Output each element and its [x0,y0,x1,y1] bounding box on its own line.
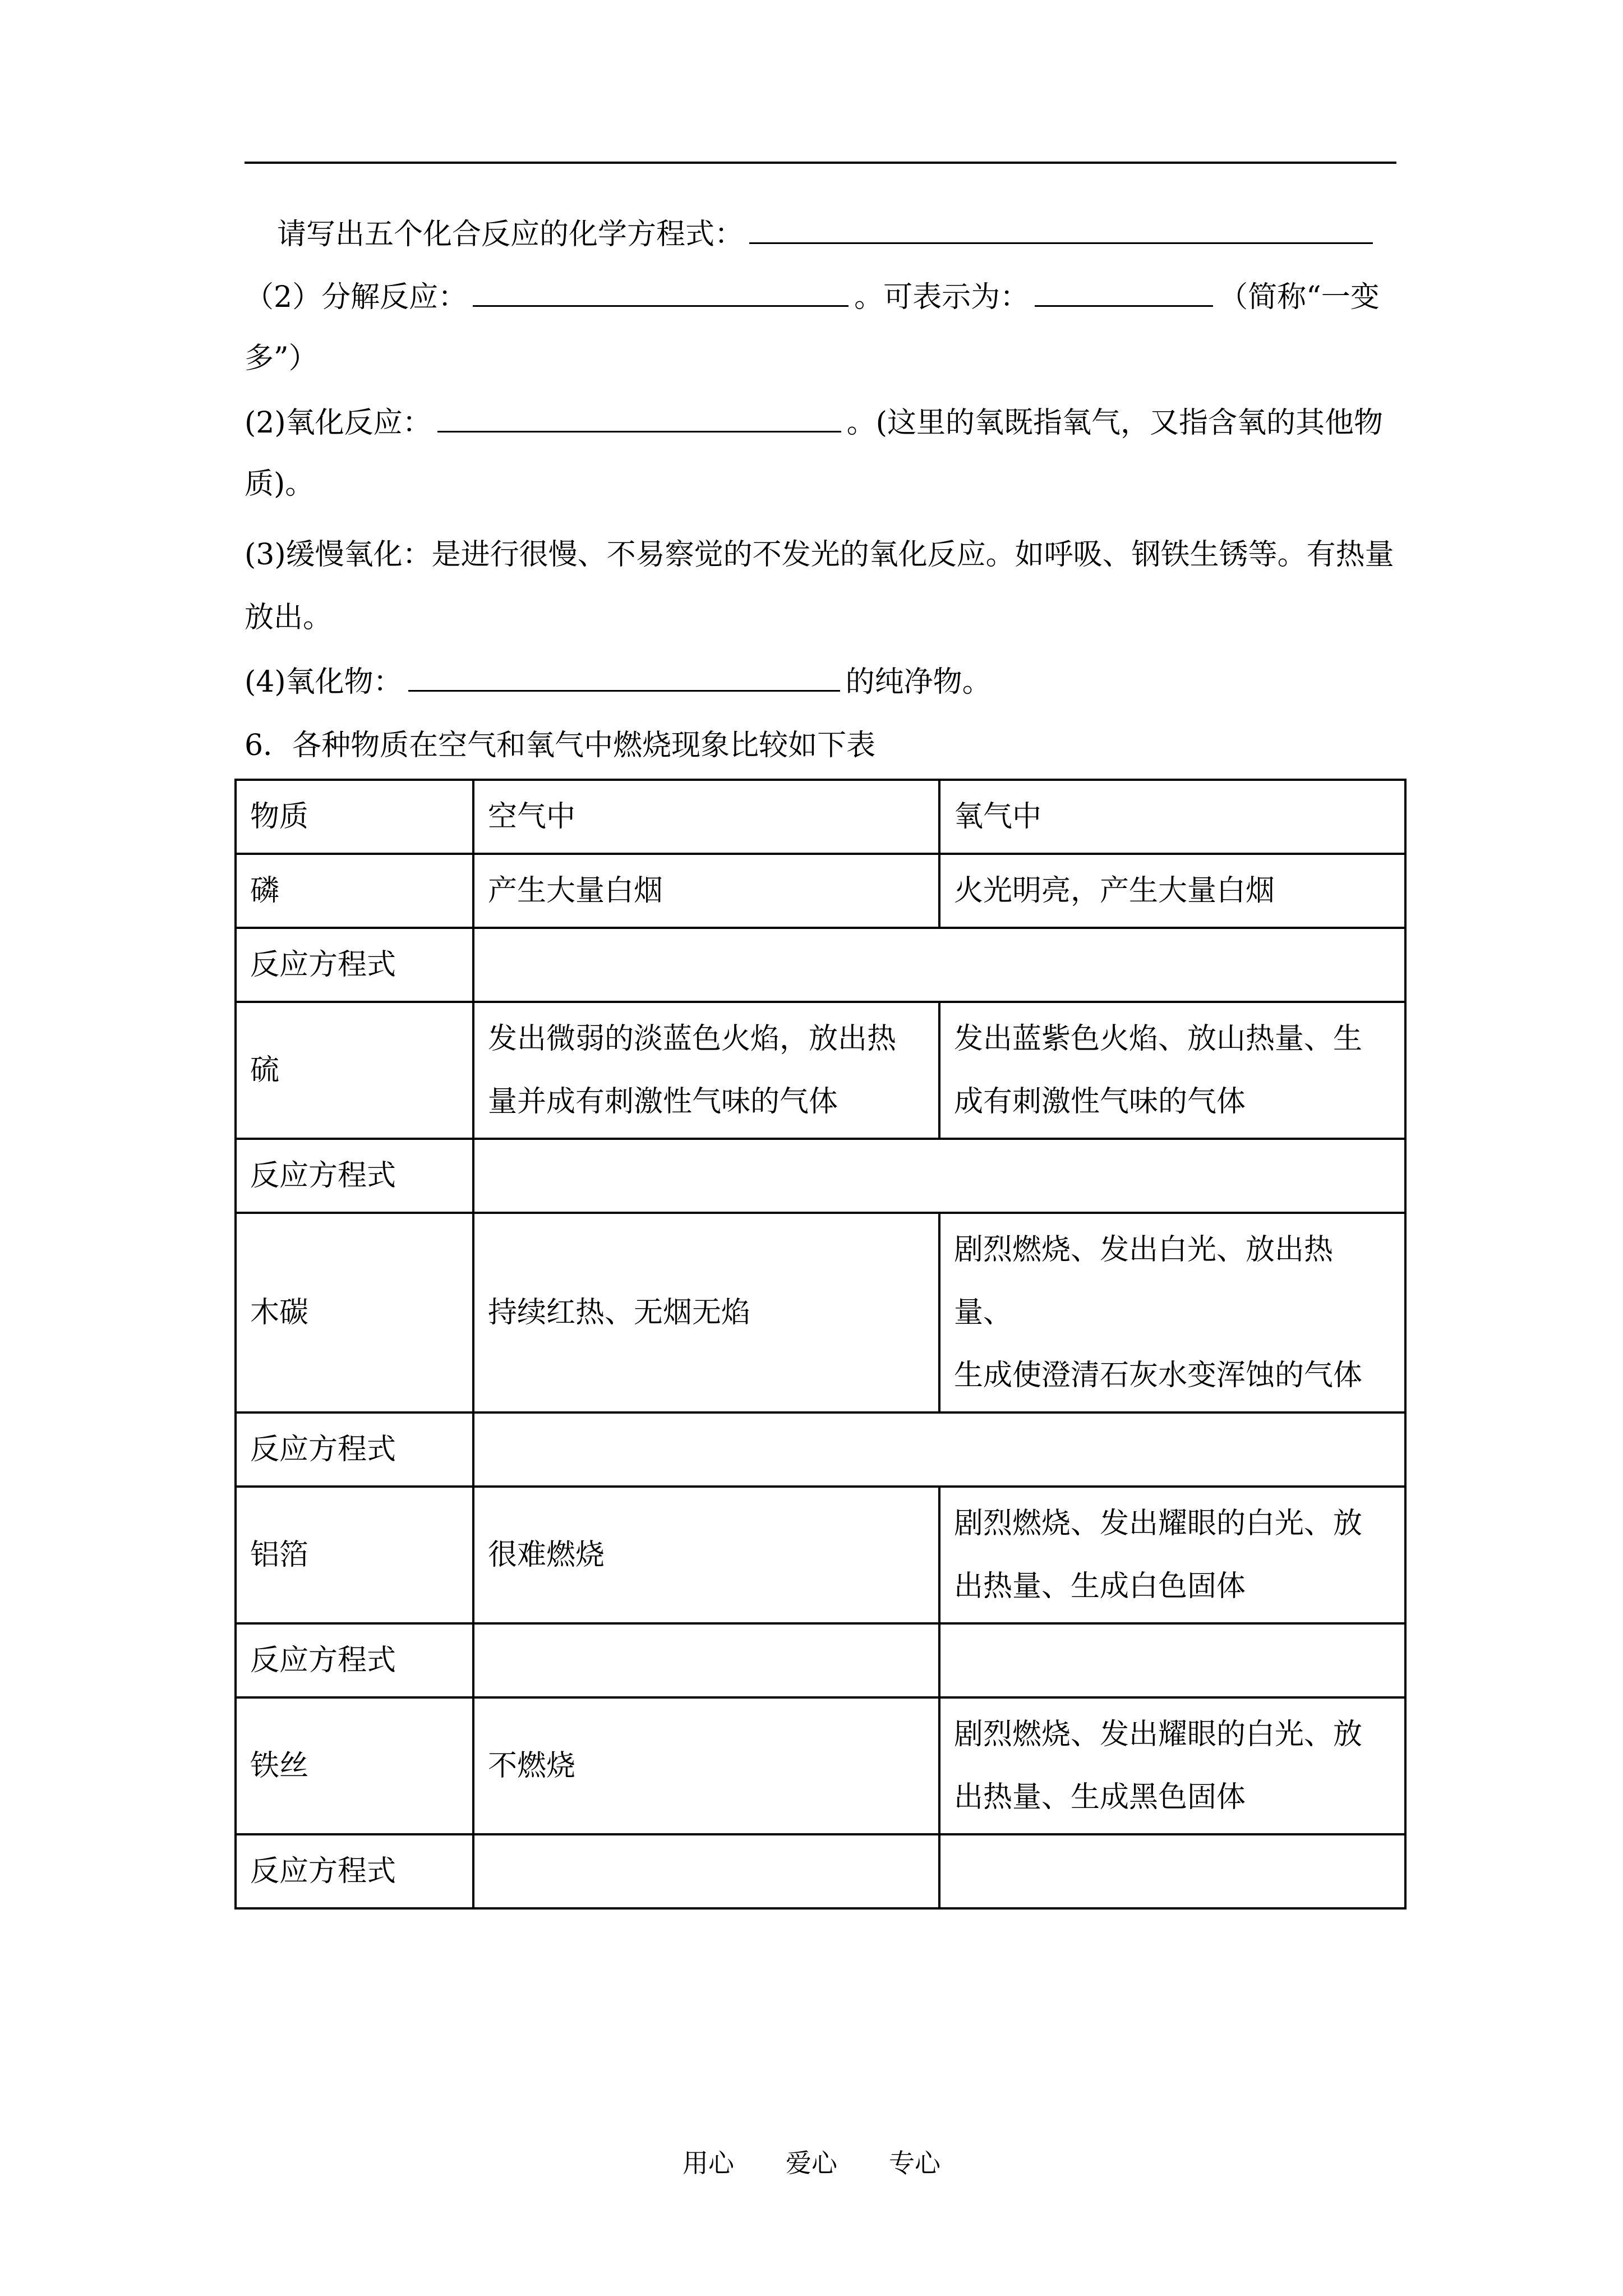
table-row [236,1002,1405,1139]
air-cell [473,854,939,928]
text-line-3-cont: 质)。 [245,467,315,501]
text-line-4: (3)缓慢氧化：是进行很慢、不易察觉的不发光的氧化反应。如呼吸、钢铁生锈等。有热量 [245,538,1394,572]
substance-cell: 木碳 [236,1213,473,1412]
cell-line: 发出蓝紫色火焰、放山热量、生 [954,1022,1363,1056]
abbr-label: （简称“一变 [1219,280,1380,314]
air-cell [473,1002,939,1139]
header-cell: 氧气中 [939,780,1405,854]
equation-label: 反应方程式 [236,1834,473,1908]
substance-cell: 磷 [236,854,473,928]
header-cell: 空气中 [473,780,939,854]
cell-line: 发出微弱的淡蓝色火焰，放出热 [488,1022,897,1056]
table-row [236,1487,1405,1623]
cell-line: 出热量、生成黑色固体 [954,1780,1246,1814]
cell-line: 火光明亮，产生大量白烟 [954,874,1275,908]
cell-line: 持续红热、无烟无焰 [488,1296,751,1329]
oxide-suffix: 的纯净物。 [845,665,992,699]
equation-row [236,1139,1405,1213]
combustion-table [234,779,1407,1910]
cell-line: 剧烈燃烧、发出白光、放出热量、 [954,1233,1334,1329]
answer-blank [749,213,1373,244]
equation-row [236,1623,1405,1697]
header-cell: 物质 [236,780,473,854]
text-line-4-cont: 放出。 [245,601,333,634]
cell-line: 生成使澄清石灰水变浑蚀的气体 [954,1359,1363,1392]
oxygen-cell [939,1213,1405,1412]
oxidation-label: (2)氧化反应： [245,406,432,440]
equation-label: 反应方程式 [236,928,473,1002]
table-row [236,1213,1405,1412]
oxygen-cell [939,1697,1405,1834]
footer-text: 专心 [889,2148,940,2178]
table-header-row [236,780,1405,854]
equation-answer-cell[interactable] [939,1623,1405,1697]
table-row [236,854,1405,928]
text-line-3 [245,402,1383,443]
oxygen-cell [939,1002,1405,1139]
air-cell [473,1697,939,1834]
equation-label: 反应方程式 [236,1623,473,1697]
answer-blank [408,661,840,692]
oxide-label: (4)氧化物： [245,665,403,699]
expression-label: 。可表示为： [854,280,1030,314]
table-caption: 6．各种物质在空气和氧气中燃烧现象比较如下表 [245,729,876,762]
equation-answer-cell[interactable] [473,1623,939,1697]
decomposition-label: （2）分解反应： [245,280,468,314]
text-line-2 [245,276,1380,317]
cell-line: 不燃烧 [488,1749,576,1783]
equation-row [236,1834,1405,1908]
text-line-5 [245,661,992,702]
equation-row [236,1412,1405,1487]
oxygen-cell [939,854,1405,928]
air-cell [473,1213,939,1412]
equation-answer-cell[interactable] [473,928,1405,1002]
oxidation-note: 。(这里的氧既指氧气，又指含氧的其他物 [846,406,1383,440]
equation-row [236,928,1405,1002]
substance-cell: 硫 [236,1002,473,1139]
cell-line: 产生大量白烟 [488,874,663,908]
oxygen-cell [939,1487,1405,1623]
answer-blank [473,276,849,307]
cell-line: 量并成有刺激性气味的气体 [488,1085,838,1119]
cell-line: 剧烈燃烧、发出耀眼的白光、放 [954,1507,1363,1540]
footer-text: 用心 [683,2148,734,2178]
substance-cell: 铝箔 [236,1487,473,1623]
text-line-1 [277,213,1378,254]
substance-cell: 铁丝 [236,1697,473,1834]
cell-line: 出热量、生成白色固体 [954,1570,1246,1603]
cell-line: 成有刺激性气味的气体 [954,1085,1246,1119]
equation-answer-cell[interactable] [473,1412,1405,1487]
footer [0,2143,1623,2180]
text-line-2-cont: 多”） [245,342,318,375]
equation-label: 反应方程式 [236,1412,473,1487]
combination-prompt: 请写出五个化合反应的化学方程式： [277,218,744,251]
equation-answer-cell[interactable] [473,1139,1405,1213]
equation-answer-cell[interactable] [473,1834,939,1908]
table-row [236,1697,1405,1834]
cell-line: 剧烈燃烧、发出耀眼的白光、放 [954,1718,1363,1751]
answer-blank [437,402,841,432]
air-cell [473,1487,939,1623]
footer-text: 爱心 [786,2148,837,2178]
cell-line: 很难燃烧 [488,1538,605,1572]
equation-answer-cell[interactable] [939,1834,1405,1908]
table-body [236,780,1405,1908]
answer-blank [1035,276,1213,307]
equation-label: 反应方程式 [236,1139,473,1213]
header-rule [245,162,1396,164]
